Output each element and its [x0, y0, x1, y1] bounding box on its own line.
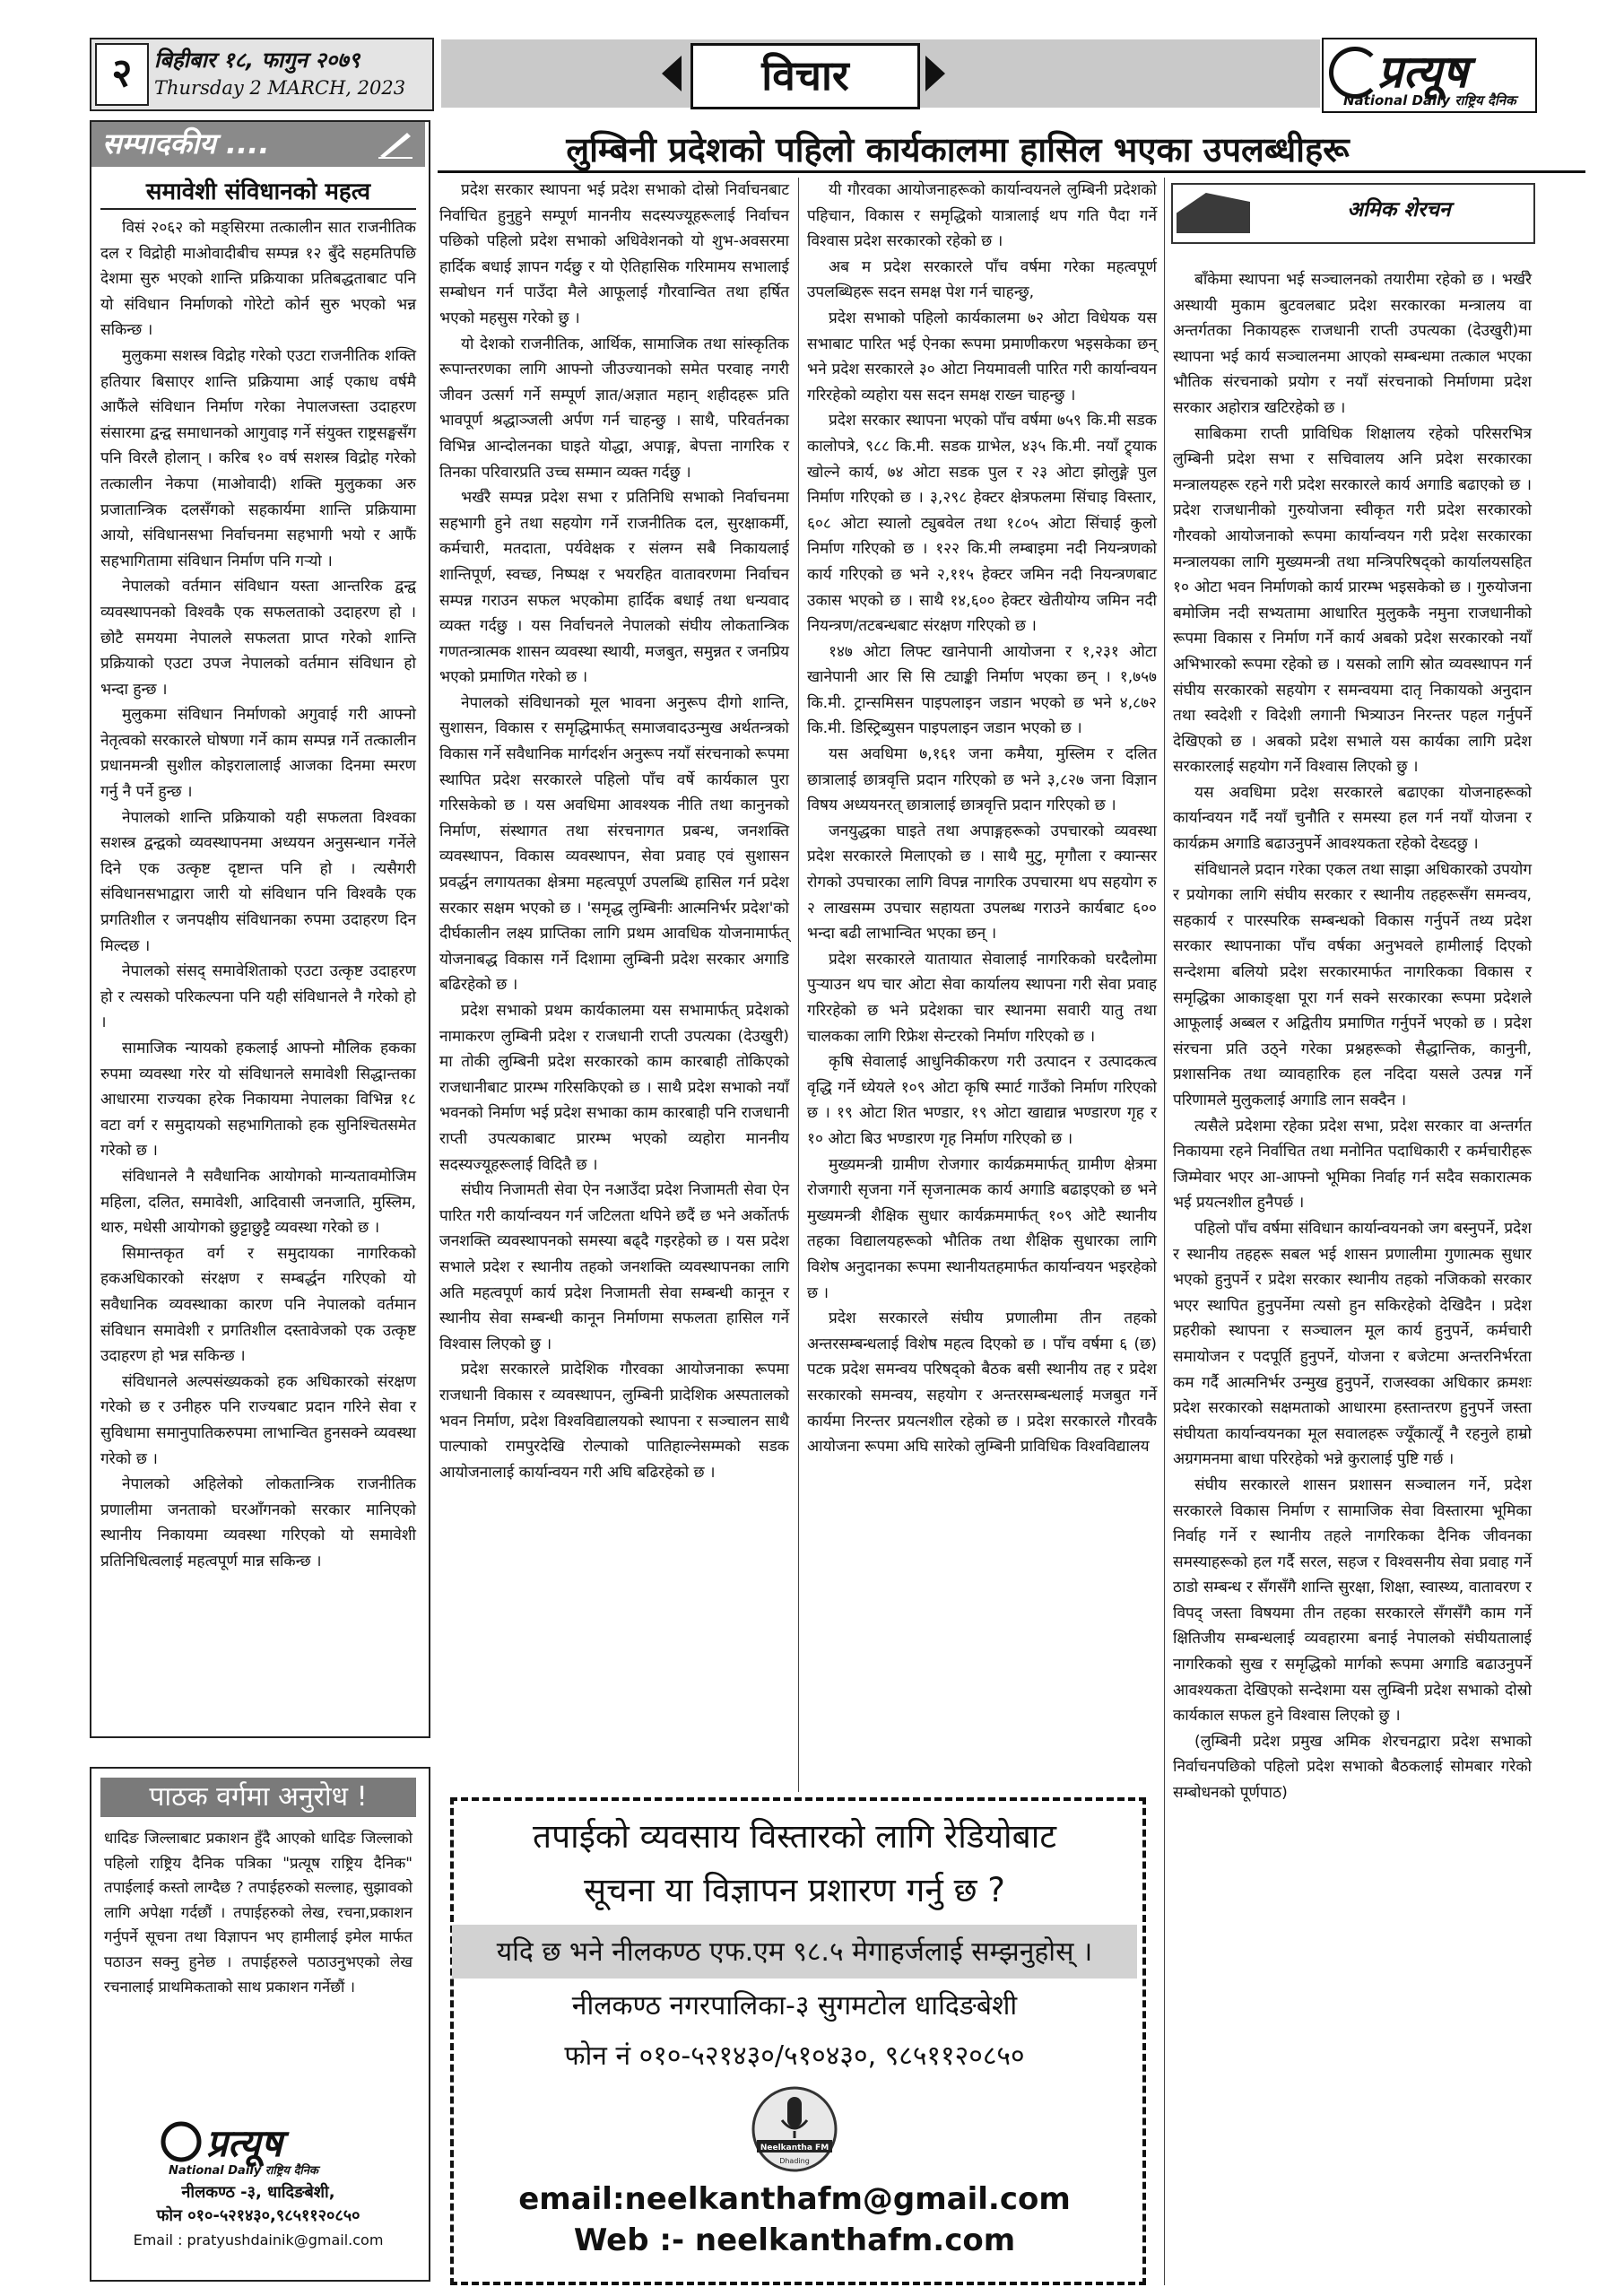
phone-text: फोन ०१०-५२१४३०,९८५११२०८५०	[156, 2206, 360, 2225]
logo-text: Neelkantha FM	[760, 2144, 829, 2152]
article-paragraph: प्रदेश सरकारले संघीय प्रणालीमा तीन तहको अन्तरसम्बन्धलाई विशेष महत्व दिएको छ । पाँच वर्षमा ६ (छ) पटक प्रदेश समन्वय परिषद्को बैठक बसी स्थानीय तह र प्रदेश सरकारको समन्वय, सहयोग र अन्तरसम्बन्धलाई मजबुत गर्ने कार्यमा निरन्तर प्रयत्नशील रहेको छ । प्रदेश सरकारले गौरवकै आयोजना रूपमा अघि सारेको लुम्बिनी प्राविधिक विश्वविद्यालय	[807, 1309, 1157, 1457]
article-column-3	[1173, 267, 1532, 1806]
pen-icon	[377, 129, 413, 160]
address-text: नीलकण्ठ -३, धादिङबेशी,	[181, 2183, 335, 2202]
editorial-label-bar	[91, 122, 425, 167]
radio-station-logo	[750, 2084, 839, 2174]
divider	[100, 208, 416, 210]
ad-website[interactable]: Web :- neelkanthafm.com	[573, 2222, 1016, 2258]
article-paragraph: संघीय निजामती सेवा ऐन नआउँदा प्रदेश निजामती सेवा ऐन पारित गरी कार्यान्वयन गर्न जटिलता थपिने छदैं छ भने अर्कोतर्फ जनशक्ति व्यवस्थापनको समस्या बढ्दै गइरहेको छ । यस प्रदेश सभाले प्रदेश र स्थानीय तहको जनशक्ति व्यवस्थापनका लागि अति महत्वपूर्ण कार्य प्रदेश निजामती सेवा सम्बन्धी कानून र स्थानीय सेवा सम्बन्धी कानून निर्माणमा सफलता हासिल गर्ने विश्वास लिएको छु ।	[439, 1181, 789, 1353]
article-paragraph: नेपालको संविधानको मूल भावना अनुरूप दीगो शान्ति, सुशासन, विकास र समृद्धिमार्फत् समाजवादउन्मुख अर्थतन्त्रको विकास गर्ने सवैधानिक मार्गदर्शन अनुरूप नयाँ संरचनाको रूपमा स्थापित प्रदेश सरकारले पहिलो पाँच वर्षे कार्यकाल पुरा गरिसकेको छ । यस अवधिमा आवश्यक नीति तथा कानुनको निर्माण, संस्थागत तथा संरचनागत प्रबन्ध, जनशक्ति व्यवस्थापन, विकास व्यवस्थापन, सेवा प्रवाह एवं सुशासन प्रवर्द्धन लगायतका क्षेत्रमा महत्वपूर्ण उपलब्धि हासिल गर्न प्रदेश सरकार सक्षम भएको छ । 'समृद्ध लुम्बिनीः आत्मनिर्भर प्रदेश'को दीर्घकालीन लक्ष्य प्राप्तिका लागि प्रथम आवधिक योजनामार्फत् योजनाबद्ध विकास गर्ने दिशामा लुम्बिनी प्रदेश सरकार अगाडि बढिरहेको छ ।	[439, 693, 789, 995]
arrow-left-icon	[662, 56, 682, 91]
divider	[438, 170, 1585, 173]
arrow-right-icon	[925, 56, 945, 91]
logo-text: प्रत्यूष	[1377, 46, 1468, 98]
article-column-2	[807, 178, 1157, 1460]
ad-email[interactable]: email:neelkanthafm@gmail.com	[518, 2181, 1071, 2217]
editorial-paragraph: मुलुकमा सशस्त्र विद्रोह गरेको एउटा राजनीतिक शक्ति हतियार बिसाएर शान्ति प्रक्रियामा आई एकाध वर्षमै आफैंले संविधान निर्माण गरेका नेपालजस्ता उदाहरण संसारमा द्वन्द्व समाधानको आगुवाइ गर्ने संयुक्त राष्ट्रसङ्घसँग पनि विरलै होलान् । करिब १० वर्ष सशस्त्र विद्रोह गरेको तत्कालीन नेकपा (माओवादी) शक्ति मुलुकका अरु प्रजातान्त्रिक दलसँगको सहकार्यमा शान्ति प्रक्रियामा आयो, संविधानसभा निर्वाचनमा सहभागी भयो र आफैं सहभागितामा संविधान निर्माण पनि गऱ्यो ।	[100, 346, 416, 570]
article-paragraph: प्रदेश सरकारले यातायात सेवालाई नागरिकको घरदैलोमा पुऱ्याउन थप चार ओटा सेवा कार्यालय स्थापना गरी सेवा प्रवाह गरिरहेको छ भने प्रदेशका चार स्थानमा सवारी यातु तथा चालकका लागि रिफ्रेश सेन्टरको निर्माण गरिएको छ ।	[807, 950, 1157, 1046]
editorial-paragraph: मुलुकमा संविधान निर्माणको अगुवाई गरी आफ्नो नेतृत्वको सरकारले घोषणा गर्ने काम सम्पन्न गर्ने तत्कालीन प्रधानमन्त्री सुशील कोइरालालाई आजका दिनमा स्मरण गर्नु नै पर्ने हुन्छ ।	[100, 706, 416, 802]
article-paragraph: प्रदेश सरकार स्थापना भई प्रदेश सभाको दोस्रो निर्वाचनबाट निर्वाचित हुनुहुने सम्पूर्ण माननीय सदस्यज्यूहरूलाई निर्वाचन पछिको पहिलो प्रदेश सभाको अधिवेशनको यो शुभ-अवसरमा हार्दिक बधाई ज्ञापन गर्दछु र यो ऐतिहासिक गरिमामय सभालाई सम्बोधन गर्न पाउँदा मैले आफूलाई गौरवान्वित तथा हर्षित भएको महसुस गरेको छु ।	[439, 181, 789, 327]
section-title: विचार	[690, 43, 920, 109]
article-paragraph: बाँकेमा स्थापना भई सञ्चालनको तयारीमा रहेको छ । भर्खरै अस्थायी मुकाम बुटवलबाट प्रदेश सरकारका मन्त्रालय वा अन्तर्गतका निकायहरू राजधानी राप्ती उपत्यका (देउखुरी)मा स्थापना भई कार्य सञ्चालनमा आएको सम्बन्धमा तत्काल भएका भौतिक संरचनाको प्रयोग र नयाँ संरचनाको निर्माणमा प्रदेश सरकार अहोरात्र खटिरहेको छ ।	[1173, 271, 1532, 417]
ad-line-1: तपाईको व्यवसाय विस्तारको लागि रेडियोबाट	[533, 1817, 1056, 1856]
ad-line-3: यदि छ भने नीलकण्ठ एफ.एम ९८.५ मेगाहर्जलाई सम्झनुहोस् ।	[496, 1936, 1093, 1968]
article-paragraph: १४७ ओटा लिफ्ट खानेपानी आयोजना र १,२३१ ओटा खानेपानी आर सि सि ट्याङ्की निर्माण भएका छन् । १,७५७ कि.मी. ट्रान्समिसन पाइपलाइन जडान भएको छ भने ४,८७२ कि.मी. डिस्ट्रिब्युसन पाइपलाइन जडान भएको छ ।	[807, 642, 1157, 738]
article-paragraph: प्रदेश सरकारले प्रादेशिक गौरवका आयोजनाका रूपमा राजधानी विकास र व्यवस्थापन, लुम्बिनी प्रादेशिक अस्पतालको भवन निर्माण, प्रदेश विश्वविद्यालयको स्थापना र सञ्चालन साथै पाल्पाको रामपुरदेखि रोल्पाको पातिहाल्नेसम्मको सडक आयोजनालाई कार्यान्वयन गरी अघि बढिरहेको छ ।	[439, 1361, 789, 1482]
logo-subtitle: Dhading	[779, 2157, 810, 2165]
logo-subtitle: National Daily राष्ट्रिय दैनिक	[1343, 92, 1516, 109]
article-paragraph: भर्खरै सम्पन्न प्रदेश सभा र प्रतिनिधि सभाको निर्वाचनमा सहभागी हुने तथा सहयोग गर्ने राजनीतिक दल, सुरक्षाकर्मी, कर्मचारी, मतदाता, पर्यवेक्षक र संलग्न सबै निकायलाई शान्तिपूर्ण, स्वच्छ, निष्पक्ष र भयरहित वातावरणमा निर्वाचन सम्पन्न गराउन सफल भएकोमा हार्दिक बधाई तथा धन्यवाद व्यक्त गर्दछु । यस निर्वाचनले नेपालको संघीय लोकतान्त्रिक गणतन्त्रात्मक शासन व्यवस्था स्थायी, मजबुत, समुन्नत र जनप्रिय भएको प्रमाणित गरेको छ ।	[439, 489, 789, 687]
reader-request-email: Email : pratyushdainik@gmail.com	[133, 2231, 384, 2248]
ad-line-5: फोन नं ०१०-५२१४३०/५१०४३०, ९८५११२०८५०	[564, 2040, 1025, 2072]
editorial-paragraph: नेपालको वर्तमान संविधान यस्ता आन्तरिक द्वन्द्व व्यवस्थापनको विश्वकै एक सफलताको उदाहरण हो । छोटै समयमा नेपालले सफलता प्राप्त गरेको शान्ति प्रक्रियाको एउटा उपज नेपालको वर्तमान संविधान हो भन्दा हुन्छ ।	[100, 578, 416, 699]
article-paragraph: यी गौरवका आयोजनाहरूको कार्यान्वयनले लुम्बिनी प्रदेशको पहिचान, विकास र समृद्धिको यात्रालाई थप गति पैदा गर्ने विश्वास प्रदेश सरकारको रहेको छ ।	[807, 181, 1157, 251]
reader-request-address	[100, 2181, 416, 2228]
editorial-paragraph: संविधानले अल्पसंख्यकको हक अधिकारको संरक्षण गरेको छ र उनीहरु पनि राज्यबाट प्रदान गरिने सेवा र सुविधामा समानुपातिकरुपमा लाभान्वित हुनसक्ने व्यवस्था गरेको छ ।	[100, 1372, 416, 1468]
article-paragraph: यो देशको राजनीतिक, आर्थिक, सामाजिक तथा सांस्कृतिक रूपान्तरणका लागि आफ्नो जीउज्यानको समेत परवाह नगरी जीवन उत्सर्ग गर्ने सम्पूर्ण ज्ञात/अज्ञात महान् शहीदहरू प्रति भावपूर्ण श्रद्धाञ्जली अर्पण गर्न चाहन्छु । साथै, परिवर्तनका विभिन्न आन्दोलनका घाइते योद्धा, अपाङ्ग, बेपत्ता नागरिक र तिनका परिवारप्रति उच्च सम्मान व्यक्त गर्दछु ।	[439, 335, 789, 482]
article-paragraph: कृषि सेवालाई आधुनिकीकरण गरी उत्पादन र उत्पादकत्व वृद्धि गर्ने ध्येयले १०९ ओटा कृषि स्मार्ट गाउँको निर्माण गरिएको छ । १९ ओटा शित भण्डार, १९ ओटा खाद्यान्न भण्डारण गृह र १० ओटा बिउ भण्डारण गृह निर्माण गरिएको छ ।	[807, 1053, 1157, 1148]
editorial-title: समावेशी संविधानको महत्व	[145, 178, 371, 205]
editorial-body	[100, 215, 416, 1574]
article-headline: लुम्बिनी प्रदेशको पहिलो कार्यकालमा हासिल भएका उपलब्धीहरू	[566, 130, 1350, 170]
editorial-paragraph: सामाजिक न्यायको हकलाई आफ्नो मौलिक हकका रुपमा व्यवस्था गरेर यो संविधानले समावेशी सिद्धान्तका आधारमा राज्यका हरेक निकायमा नेपालका विभिन्न १८ वटा वर्ग र समुदायको सहभागिताको हक सुनिश्चितसमेत गरेको छ ।	[100, 1039, 416, 1161]
microphone-icon	[787, 2097, 802, 2127]
reader-request-title: पाठक वर्गमा अनुरोध !	[100, 1778, 416, 1817]
editorial-paragraph: नेपालको अहिलेको लोकतान्त्रिक राजनीतिक प्रणालीमा जनताको घरआँगनको सरकार मानिएको स्थानीय निकायमा व्यवस्था गरिएको यो समावेशी प्रतिनिधित्वलाई महत्वपूर्ण मान्न सकिन्छ ।	[100, 1475, 416, 1570]
reader-request-logo	[158, 2115, 364, 2178]
page-number: २	[95, 43, 149, 106]
article-paragraph: (लुम्बिनी प्रदेश प्रमुख अमिक शेरचनद्वारा प्रदेश सभाको निर्वाचनपछिको पहिलो प्रदेश सभाको बैठकलाई सोमबार गरेको सम्बोधनको पूर्णपाठ)	[1173, 1732, 1532, 1803]
article-paragraph: प्रदेश सरकार स्थापना भएको पाँच वर्षमा ७५९ कि.मी सडक कालोपत्रे, ९८८ कि.मी. सडक ग्राभेल, ४३५ कि.मी. नयाँ ट्र्याक खोल्ने कार्य, ७४ ओटा सडक पुल र २३ ओटा झोलुङ्गे पुल निर्माण गरिएको छ । ३,२९८ हेक्टर क्षेत्रफलमा सिंचाइ विस्तार, ६०८ ओटा स्यालो ट्युबवेल तथा १८०५ ओटा सिंचाई कुलो निर्माण गरिएको छ । १२२ कि.मी लम्बाइमा नदी नियन्त्रणको कार्य गरिएको छ भने २,११५ हेक्टर जमिन नदी नियन्त्रणबाट उकास भएको छ । साथै १४,६०० हेक्टर खेतीयोग्य जमिन नदी नियन्त्रण/तटबन्धबाट संरक्षण गरिएको छ ।	[807, 412, 1157, 636]
article-paragraph: प्रदेश सभाको प्रथम कार्यकालमा यस सभामार्फत् प्रदेशको नामाकरण लुम्बिनी प्रदेश र राजधानी राप्ती उपत्यका (देउखुरी) मा तोकी लुम्बिनी प्रदेश सरकारको काम कारबाही तोकिएको राजधानीबाट प्रारम्भ गरिसकिएको छ । साथै प्रदेश सभाको नयाँ भवनको निर्माण भई प्रदेश सभाका काम कारबाही पनि राजधानी राप्ती उपत्यकाबाट प्रारम्भ भएको व्यहोरा माननीय सदस्यज्यूहरूलाई विदितै छ ।	[439, 1002, 789, 1174]
ad-line-2: सूचना या विज्ञापन प्रशारण गर्नु छ ?	[584, 1871, 1005, 1909]
author-name: अमिक शेरचन	[1347, 198, 1451, 222]
date-nepali: बिहीबार १८, फागुन २०७९	[154, 48, 360, 73]
article-paragraph: संविधानले प्रदान गरेका एकल तथा साझा अधिकारको उपयोग र प्रयोगका लागि संघीय सरकार र स्थानीय तहहरूसँग समन्वय, सहकार्य र पारस्परिक सम्बन्धको विकास गर्नुपर्ने तथ्य प्रदेश सरकार स्थापनाका पाँच वर्षका अनुभवले हामीलाई दिएको सन्देशमा बलियो प्रदेश सरकारमार्फत नागरिकका विकास र समृद्धिका आकाङ्क्षा पूरा गर्न सक्ने सरकारका रूपमा प्रदेशले आफूलाई अब्बल र अद्वितीय प्रमाणित गर्नुपर्ने भएको छ । प्रदेश संरचना प्रति उठ्ने गरेका प्रश्नहरूको सैद्धान्तिक, कानुनी, प्रशासनिक तथा व्यावहारिक हल नदिदा यसले उत्पन्न गर्ने परिणामले मुलुकलाई अगाडि लान सक्दैन ।	[1173, 860, 1532, 1109]
article-column-1	[439, 178, 789, 1485]
logo-subtitle: National Daily राष्ट्रिय दैनिक	[169, 2164, 318, 2178]
ad-line-4: नीलकण्ठ नगरपालिका-३ सुगमटोल धादिङबेशी	[571, 1990, 1018, 2022]
article-paragraph: यस अवधिमा ७,१६१ जना कमैया, मुस्लिम र दलित छात्रालाई छात्रवृत्ति प्रदान गरिएको छ भने ३,८२७ जना विज्ञान विषय अध्ययनरत् छात्रालाई छात्रवृत्ति प्रदान गरिएको छ ।	[807, 745, 1157, 815]
article-paragraph: जनयुद्धका घाइते तथा अपाङ्गहरूको उपचारको व्यवस्था प्रदेश सरकारले मिलाएको छ । साथै मुटु, मृगौला र क्यान्सर रोगको उपचारका लागि विपन्न नागरिक उपचारमा थप सहयोग रु २ लाखसम्म उपचार सहायता उपलब्ध गराउने कार्यबाट ६०० भन्दा बढी लाभान्वित भएका छन् ।	[807, 822, 1157, 944]
editorial-paragraph: नेपालको संसद् समावेशिताको एउटा उत्कृष्ट उदाहरण हो र त्यसको परिकल्पना पनि यही संविधानले नै गरेको हो ।	[100, 962, 416, 1032]
masthead-logo	[1322, 38, 1537, 113]
article-paragraph: मुख्यमन्त्री ग्रामीण रोजगार कार्यक्रममार्फत् ग्रामीण क्षेत्रमा रोजगारी सृजना गर्ने सृजनात्मक कार्य अगाडि बढाइएको छ भने मुख्यमन्त्री शैक्षिक सुधार कार्यक्रममार्फत् १०९ ओटै स्थानीय तहका विद्यालयहरूको भौतिक तथा शैक्षिक सुधारका लागि विशेष अनुदानका रूपमा स्थानीयतहमार्फत कार्यान्वयन भइरहेको छ ।	[807, 1155, 1157, 1302]
article-paragraph: त्यसैले प्रदेशमा रहेका प्रदेश सभा, प्रदेश सरकार वा अन्तर्गत निकायमा रहने निर्वाचित तथा मनोनित पदाधिकारी र कर्मचारीहरू जिम्मेवार भएर आ-आफ्नो भूमिका निर्वाह गर्न सदैव सकारात्मक भई प्रयत्नशील हुनैपर्छ ।	[1173, 1117, 1532, 1213]
editorial-paragraph: नेपालको शान्ति प्रक्रियाको यही सफलता विश्वका सशस्त्र द्वन्द्वको व्यवस्थापनमा अध्ययन अनुसन्धान गर्नेले दिने एक उत्कृष्ट दृष्टान्त पनि हो । त्यसैगरी संविधानसभाद्वारा जारी यो संविधान पनि विश्वकै एक प्रगतिशील र जनपक्षीय संविधानका रुपमा उदाहरण दिन मिल्दछ ।	[100, 808, 416, 955]
editorial-paragraph: विसं २०६२ को मङ्सिरमा तत्कालीन सात राजनीतिक दल र विद्रोही माओवादीबीच सम्पन्न १२ बुँदे सहमतिपछि देशमा सुरु भएको शान्ति प्रक्रियाका प्रतिबद्धताबाट पनि यो संविधान निर्माणको गोरेटो कोर्न सुरु भएको भन्न सकिन्छ ।	[100, 219, 416, 340]
article-paragraph: यस अवधिमा प्रदेश सरकारले बढाएका योजनाहरूको कार्यान्वयन गर्दै नयाँ चुनौैति र समस्या हल गर्न नयाँ योजना र कार्यक्रम अगाडि बढाउनुपर्ने आवश्यकता रहेको देख्दछु ।	[1173, 783, 1532, 854]
logo-text: प्रत्यूष	[206, 2121, 282, 2165]
editorial-label: सम्पादकीय ....	[102, 126, 270, 161]
article-paragraph: अब म प्रदेश सरकारले पाँच वर्षमा गरेका महत्वपूर्ण उपलब्धिहरू सदन समक्ष पेश गर्न चाहन्छु,	[807, 257, 1157, 302]
column-divider	[1164, 178, 1165, 2285]
editorial-paragraph: सिमान्तकृत वर्ग र समुदायका नागरिकको हकअधिकारको संरक्षण र सम्बर्द्धन गरिएको यो सवैधानिक व्यवस्थाका कारण पनि नेपालको वर्तमान संविधान समावेशी र प्रगतिशील दस्तावेजको एक उत्कृष्ट उदाहरण हो भन्न सकिन्छ ।	[100, 1244, 416, 1366]
article-paragraph: संघीय सरकारले शासन प्रशासन सञ्चालन गर्ने, प्रदेश सरकारले विकास निर्माण र सामाजिक सेवा विस्तारमा भूमिका निर्वाह गर्ने र स्थानीय तहले नागरिकका दैनिक जीवनका समस्याहरूको हल गर्दै सरल, सहज र विश्वसनीय सेवा प्रवाह गर्ने ठाडो सम्बन्ध र सँगसँगै शान्ति सुरक्षा, शिक्षा, स्वास्थ्य, वातावरण र विपद् जस्ता विषयमा तीन तहका सरकारले सँगसँगै काम गर्ने क्षितिजीय सम्बन्धलाई व्यवहारमा बनाई नेपालको संघीयतालाई नागरिकको सुख र समृद्धिको मार्गको रूपमा अगाडि बढाउनुपर्ने आवश्यकता देखिएको सन्देशमा यस लुम्बिनी प्रदेश सभाको दोस्रो कार्यकाल सफल हुने विश्वास लिएको छु ।	[1173, 1475, 1532, 1726]
article-paragraph: पहिलो पाँच वर्षमा संविधान कार्यान्वयनको जग बस्नुपर्ने, प्रदेश र स्थानीय तहहरू सबल भई शासन प्रणालीमा गुणात्मक सुधार भएको हुनुपर्ने र प्रदेश सरकार स्थानीय तहको नजिकको सरकार भएर स्थापित हुनुपर्नेमा त्यसो हुन सकिरहेको देखिदैन । प्रदेश प्रहरीको स्थापना र सञ्चालन मूल कार्य हुनुपर्ने, कर्मचारी समायोजन र पदपूर्ति हुनुपर्ने, योजना र बजेटमा अन्तरनिर्भरता कम गर्दै आत्मनिर्भर उन्मुख हुनुपर्ने, राजस्वका अधिकार क्रमशः प्रदेश सरकारको सक्षमताको आधारमा हस्तान्तरण हुनुपर्ने जस्ता संघीयता कार्यान्वयनका मूल सवालहरू ज्यूँकात्यूँ नै रहनुले हाम्रो अग्रगमनमा बाधा परिरहेको भन्ने कुरालाई पुष्टि गर्छ ।	[1173, 1219, 1532, 1469]
article-paragraph: प्रदेश सभाको पहिलो कार्यकालमा ७२ ओटा विधेयक यस सभाबाट पारित भई ऐनका रूपमा प्रमाणीकरण भइसकेका छन् भने प्रदेश सरकारले ३० ओटा नियमावली पारित गरी कार्यान्वयन गरिरहेको व्यहोरा यस सदन समक्ष राख्न चाहन्छु ।	[807, 309, 1157, 404]
editorial-paragraph: संविधानले नै सवैधानिक आयोगको मान्यतावमोजिम महिला, दलित, समावेशी, आदिवासी जनजाति, मुस्लिम, थारु, मधेसी आयोगको छुट्टाछुट्टै व्यवस्था गरेको छ ।	[100, 1167, 416, 1238]
article-paragraph: साबिकमा राप्ती प्राविधिक शिक्षालय रहेको परिसरभित्र लुम्बिनी प्रदेश सभा र सचिवालय अनि प्रदेश सरकारका मन्त्रालयहरू रहने गरी प्रदेश सरकारले कार्य अगाडि बढाएको छ । प्रदेश राजधानीको गुरुयोजना स्वीकृत गरी प्रदेश सरकारको गौरवको आयोजनाको रूपमा कार्यान्वयन गरी प्रदेश सरकारका मन्त्रालयका लागि मुख्यमन्त्री तथा मन्त्रिपरिषद्को कार्यालयसहित १० ओटा भवन निर्माणको कार्य प्रारम्भ भइसकेको छ । गुरुयोजना बमोजिम नदी सभ्यतामा आधारित मुलुककै नमुना राजधानीको रूपमा विकास र निर्माण गर्ने कार्य अबको प्रदेश सरकारको नयाँ अभिभारको रूपमा रहेको छ । यसको लागि स्रोत व्यवस्थापन गर्न संघीय सरकारको सहयोग र समन्वयमा दातृ निकायको अनुदान तथा स्वदेशी र विदेशी लगानी भित्र्याउन निरन्तर पहल गर्नुपर्ने देखिएको छ । अबको प्रदेश सभाले यस कार्यका लागि प्रदेश सरकारलाई सहयोग गर्ने विश्वास लिएको छु ।	[1173, 424, 1532, 777]
date-english: Thursday 2 MARCH, 2023	[154, 77, 406, 99]
column-divider	[798, 178, 799, 1792]
reader-request-body: धादिङ जिल्लाबाट प्रकाशन हुँदै आएको धादिङ जिल्लाको पहिलो राष्ट्रिय दैनिक पत्रिका "प्रत्यूष राष्ट्रिय दैनिक" तपाईलाई कस्तो लाग्दैछ ? तपाईहरुको सल्लाह, सुझावको लागि अपेक्षा गर्दछौं । तपाईहरुको लेख, रचना,प्रकाशन गर्नुपर्ने सूचना तथा विज्ञापन भए हामीलाई इमेल मार्फत पठाउन सक्नु हुनेछ । तपाईहरुले पठाउनुभएको लेख रचनालाई प्राथमिकताको साथ प्रकाशन गर्नेछौं ।	[104, 1829, 413, 1996]
